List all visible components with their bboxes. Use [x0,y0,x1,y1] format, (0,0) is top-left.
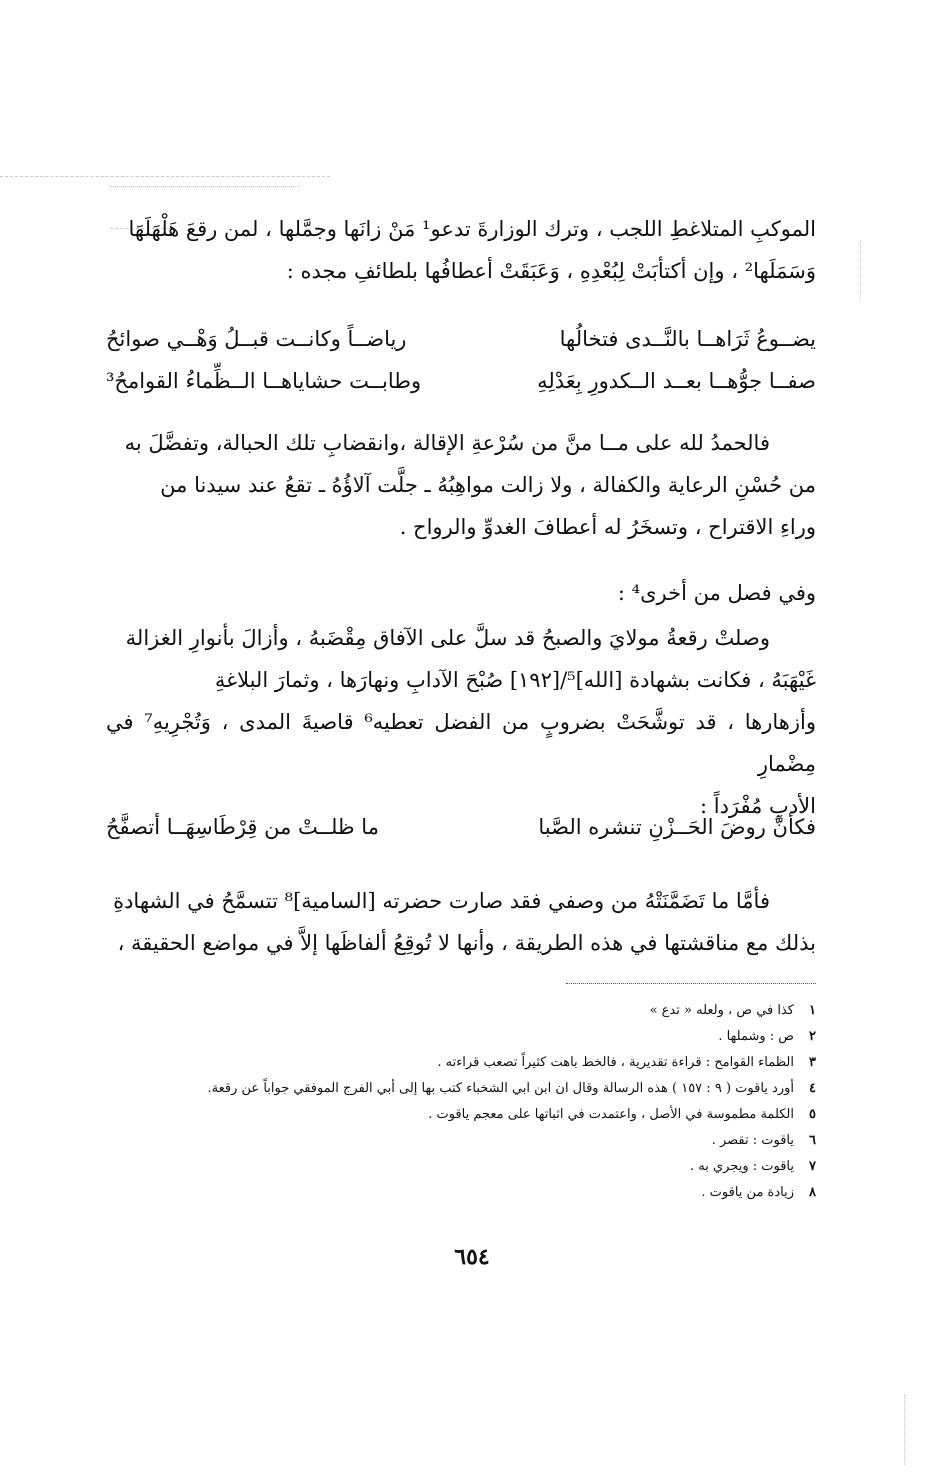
footnote-text: ياقوت : تقصر . [711,1133,794,1148]
footnote-item [96,1128,816,1154]
footnote-divider [566,983,816,984]
page-number: ٦٥٤ [454,1244,490,1270]
text-line: الأدبِ مُفْرَداً : [699,794,816,818]
section-heading [106,572,816,614]
verse-first-hemistich: فكأنَّ روضَ الحَــزْنِ تنشره الصَّبا [538,815,816,839]
footnote-item [96,1050,816,1076]
verse-line [106,806,816,848]
footnote-item [96,1154,816,1180]
scan-artifact-vertical [860,240,861,300]
footnote-text: ص : وشملها . [718,1029,794,1044]
scan-artifact-vertical [904,1395,905,1465]
footnote-text: ياقوت : ويجري به . [689,1159,794,1174]
verse-second-hemistich: ما ظلــتْ من قِرْطَاسِهَــا أتصفَّحُ [106,815,379,839]
footnote-item [96,1076,816,1102]
hamd-paragraph [106,422,816,548]
verse-first-hemistich: يضــوعُ ثَرَاهــا بالنَّــدى فتخالُها [559,327,816,351]
text-line: وصلتْ رقعةُ مولايَ والصبحُ قد سلَّ على الآفاق مِقْضَبهُ ، وأزالَ بأنوارِ الغزالة [125,626,770,650]
footnotes-list [96,998,816,1206]
footnote-number: ٨ [809,1185,816,1200]
verse-block-2 [106,806,816,848]
verse-second-hemistich: رياضــاً وكانــت قبــلُ وَهْــي صوائحُ [106,327,407,351]
footnote-item [96,1102,816,1128]
footnote-text: زيادة من ياقوت . [701,1185,794,1200]
footnote-item [96,1024,816,1050]
opening-paragraph [106,208,816,292]
text-line: فالحمدُ لله على مــا منَّ من سُرْعةِ الإقالة ،وانقضابِ تلك الحبالة، وتفضَّلَ به [124,431,770,455]
footnote-text: الظماء القوامح : قراءة تقديرية ، فالخط باهت كثيراً تصعب قراءته . [437,1055,794,1070]
text-line: غَيْهَبَهُ ، فكانت بشهادة [الله]⁵/[١٩٢] صُبْحَ الآدابِ ونهارَها ، وثمارَ البلاغةِ [214,668,816,692]
verse-line [106,360,816,402]
footnote-number: ٣ [809,1055,816,1070]
text-line: من حُسْنِ الرعاية والكفالة ، ولا زالت مواهِبُهُ ـ جلَّت آلاؤُهُ ـ تقعُ عند سيدنا من [160,473,816,497]
amma-paragraph [106,880,816,964]
footnote-item [96,998,816,1024]
text-line: الموكبِ المتلاغطِ اللجب ، وترك الوزارةَ تدعو¹ مَنْ زانَها وجمَّلها ، لمن رقعَ هَلْهَلَهَا [128,217,816,241]
footnote-number: ١ [809,1003,816,1018]
section-heading-text: وفي فصل من أخرى⁴ : [617,581,816,605]
footnote-text: الكلمة مطموسة في الأصل ، واعتمدت في اثباتها على معجم ياقوت . [428,1107,794,1122]
footnote-number: ٥ [809,1107,816,1122]
scan-artifact-line [0,176,330,177]
footnote-number: ٦ [809,1133,816,1148]
text-line: وأزهارها ، قد توشَّحَتْ بضروبٍ من الفضل تعطيه⁶ قاصيةَ المدى ، وَتُجْرِيهِ⁷ في مِضْمارِ [106,710,816,776]
verse-second-hemistich: وطابــت حشاياهــا الــظِّماءُ القوامحُ³ [106,369,422,393]
wasalat-paragraph [106,617,816,827]
footnote-number: ٧ [809,1159,816,1174]
text-line: بذلك مع مناقشتها في هذه الطريقة ، وأنها لا تُوقِعُ ألفاظَها إلاَّ في مواضع الحقيقة ، [117,931,816,955]
footnote-text: كذا في ص ، ولعله « تدع » [649,1003,794,1018]
footnote-number: ٤ [809,1081,816,1096]
text-line: وَسَمَلَها² ، وإن أكتأبَتْ لِبُعْدِهِ ، وَعَبَقَتْ أعطافُها بلطائفِ مجده : [286,259,816,283]
text-line: وراءِ الاقتراح ، وتسخَرُ له أعطافَ الغدوِّ والرواح . [399,515,816,539]
footnote-number: ٢ [809,1029,816,1044]
verse-first-hemistich: صفــا جوُّهــا بعــد الــكدورِ بِعَدْلِهِ [537,369,816,393]
footnote-item [96,1180,816,1206]
verse-line [106,318,816,360]
footnote-text: أورد ياقوت ( ٩ : ١٥٧ ) هذه الرسالة وقال ان ابن ابي الشخباء كتب بها إلى أبي الفرج الموفقي جواباً عن رقعة. [207,1081,794,1096]
text-line: فأمَّا ما تَضَمَّنَتْهُ من وصفي فقد صارت حضرته [السامية]⁸ تتسمَّحُ في الشهادةِ [113,889,770,913]
scan-artifact-line [110,186,300,187]
verse-block-1 [106,318,816,402]
